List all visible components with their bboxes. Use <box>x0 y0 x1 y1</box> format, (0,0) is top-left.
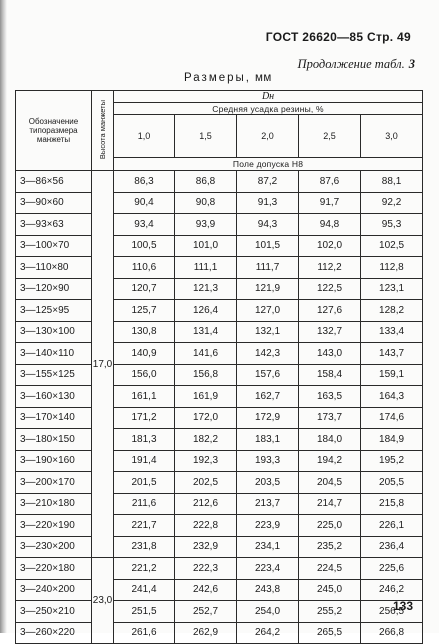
dn-value-cell: 130,8 <box>114 321 175 343</box>
table-row <box>16 515 423 537</box>
dn-value-cell: 162,7 <box>237 386 299 408</box>
dn-value-cell: 262,9 <box>175 622 237 644</box>
type-designation-cell: 3—250×210 <box>16 601 92 623</box>
dn-value-cell: 133,4 <box>361 321 423 343</box>
dn-value-cell: 172,0 <box>175 407 237 429</box>
table-row <box>16 278 423 300</box>
table-caption <box>184 72 272 84</box>
dn-value-cell: 266,8 <box>361 622 423 644</box>
table-row <box>16 214 423 236</box>
dn-value-cell: 127,6 <box>299 300 361 322</box>
dn-value-cell: 232,9 <box>175 536 237 558</box>
dn-value-cell: 234,1 <box>237 536 299 558</box>
type-designation-cell: 3—170×140 <box>16 407 92 429</box>
dn-value-cell: 93,4 <box>114 214 175 236</box>
table-row <box>16 300 423 322</box>
type-designation-cell: 3—180×150 <box>16 429 92 451</box>
dn-value-cell: 223,4 <box>237 558 299 580</box>
dn-value-cell: 192,3 <box>175 450 237 472</box>
type-designation-cell: 3—210×180 <box>16 493 92 515</box>
dn-value-cell: 157,6 <box>237 364 299 386</box>
dn-value-cell: 131,4 <box>175 321 237 343</box>
table-row <box>16 171 423 193</box>
dn-value-cell: 164,3 <box>361 386 423 408</box>
shrinkage-col-header: 3,0 <box>361 115 423 158</box>
dn-value-cell: 183,1 <box>237 429 299 451</box>
caption-unit: мм <box>255 72 272 84</box>
table-row <box>16 450 423 472</box>
dn-value-cell: 101,5 <box>237 235 299 257</box>
dn-value-cell: 204,5 <box>299 472 361 494</box>
dn-value-cell: 213,7 <box>237 493 299 515</box>
dn-value-cell: 112,8 <box>361 257 423 279</box>
dn-value-cell: 86,8 <box>175 171 237 193</box>
type-designation-cell: 3—230×200 <box>16 536 92 558</box>
scan-edge-shadow <box>0 0 7 633</box>
dn-value-cell: 265,5 <box>299 622 361 644</box>
dn-value-cell: 120,7 <box>114 278 175 300</box>
table-row <box>16 472 423 494</box>
dn-value-cell: 111,7 <box>237 257 299 279</box>
dn-value-cell: 93,9 <box>175 214 237 236</box>
dn-value-cell: 255,2 <box>299 601 361 623</box>
dn-value-cell: 100,5 <box>114 235 175 257</box>
dn-value-cell: 121,9 <box>237 278 299 300</box>
type-designation-cell: 3—130×100 <box>16 321 92 343</box>
dn-value-cell: 223,9 <box>237 515 299 537</box>
continuation-table-number: 3 <box>408 57 415 71</box>
dn-value-cell: 193,3 <box>237 450 299 472</box>
type-designation-cell: 3—90×60 <box>16 192 92 214</box>
continuation-label: Продолжение табл. <box>297 57 405 71</box>
type-column-header: Обозначение типоразмера манжеты <box>16 91 92 171</box>
table-row <box>16 321 423 343</box>
dn-value-cell: 226,1 <box>361 515 423 537</box>
dn-value-cell: 94,3 <box>237 214 299 236</box>
dn-header: Dн <box>114 91 423 103</box>
dn-value-cell: 171,2 <box>114 407 175 429</box>
table-row <box>16 257 423 279</box>
dn-value-cell: 245,0 <box>299 579 361 601</box>
shrinkage-col-header: 2,0 <box>237 115 299 158</box>
dn-value-cell: 110,6 <box>114 257 175 279</box>
dn-value-cell: 87,6 <box>299 171 361 193</box>
table-row <box>16 429 423 451</box>
dn-value-cell: 143,7 <box>361 343 423 365</box>
dn-value-cell: 125,7 <box>114 300 175 322</box>
dn-value-cell: 111,1 <box>175 257 237 279</box>
dn-value-cell: 92,2 <box>361 192 423 214</box>
dn-value-cell: 195,2 <box>361 450 423 472</box>
dn-value-cell: 101,0 <box>175 235 237 257</box>
dn-value-cell: 215,8 <box>361 493 423 515</box>
dn-value-cell: 235,2 <box>299 536 361 558</box>
dn-value-cell: 221,2 <box>114 558 175 580</box>
type-designation-cell: 3—100×70 <box>16 235 92 257</box>
table-row <box>16 579 423 601</box>
dn-value-cell: 159,1 <box>361 364 423 386</box>
type-designation-cell: 3—200×170 <box>16 472 92 494</box>
dn-value-cell: 158,4 <box>299 364 361 386</box>
table-row <box>16 407 423 429</box>
dn-value-cell: 163,5 <box>299 386 361 408</box>
dn-value-cell: 127,0 <box>237 300 299 322</box>
type-designation-cell: 3—260×220 <box>16 622 92 644</box>
dn-value-cell: 121,3 <box>175 278 237 300</box>
type-designation-cell: 3—120×90 <box>16 278 92 300</box>
dn-value-cell: 201,5 <box>114 472 175 494</box>
table-row <box>16 601 423 623</box>
page-header: ГОСТ 26620—85 Стр. 49 <box>265 30 411 44</box>
dn-value-cell: 156,8 <box>175 364 237 386</box>
dn-value-cell: 252,7 <box>175 601 237 623</box>
dn-value-cell: 142,3 <box>237 343 299 365</box>
dn-value-cell: 87,2 <box>237 171 299 193</box>
type-designation-cell: 3—190×160 <box>16 450 92 472</box>
dimensions-table <box>15 90 423 644</box>
dn-value-cell: 251,5 <box>114 601 175 623</box>
dn-value-cell: 202,5 <box>175 472 237 494</box>
dn-value-cell: 254,0 <box>237 601 299 623</box>
type-designation-cell: 3—125×95 <box>16 300 92 322</box>
dn-value-cell: 182,2 <box>175 429 237 451</box>
dn-value-cell: 221,7 <box>114 515 175 537</box>
dn-value-cell: 91,3 <box>237 192 299 214</box>
dn-value-cell: 241,4 <box>114 579 175 601</box>
dn-value-cell: 214,7 <box>299 493 361 515</box>
table-row <box>16 235 423 257</box>
dn-value-cell: 225,6 <box>361 558 423 580</box>
type-designation-cell: 3—155×125 <box>16 364 92 386</box>
table-row <box>16 493 423 515</box>
type-designation-cell: 3—110×80 <box>16 257 92 279</box>
dn-value-cell: 140,9 <box>114 343 175 365</box>
dn-value-cell: 112,2 <box>299 257 361 279</box>
dn-value-cell: 211,6 <box>114 493 175 515</box>
table-row <box>16 536 423 558</box>
table-row <box>16 364 423 386</box>
type-designation-cell: 3—86×56 <box>16 171 92 193</box>
dn-value-cell: 122,5 <box>299 278 361 300</box>
dn-value-cell: 90,4 <box>114 192 175 214</box>
dn-value-cell: 246,2 <box>361 579 423 601</box>
type-designation-cell: 3—220×190 <box>16 515 92 537</box>
dn-value-cell: 90,8 <box>175 192 237 214</box>
page-number: 133 <box>392 599 413 613</box>
dn-value-cell: 184,0 <box>299 429 361 451</box>
dn-value-cell: 88,1 <box>361 171 423 193</box>
dn-value-cell: 264,2 <box>237 622 299 644</box>
height-column-header <box>92 91 114 171</box>
shrinkage-col-header: 2,5 <box>299 115 361 158</box>
dn-value-cell: 191,4 <box>114 450 175 472</box>
height-value-cell: 23,0 <box>92 558 114 644</box>
dn-value-cell: 205,5 <box>361 472 423 494</box>
type-designation-cell: 3—160×130 <box>16 386 92 408</box>
dn-value-cell: 222,8 <box>175 515 237 537</box>
dn-value-cell: 256,5 <box>361 601 423 623</box>
dn-value-cell: 224,5 <box>299 558 361 580</box>
dn-value-cell: 91,7 <box>299 192 361 214</box>
dn-value-cell: 132,1 <box>237 321 299 343</box>
dn-value-cell: 126,4 <box>175 300 237 322</box>
dn-value-cell: 184,9 <box>361 429 423 451</box>
dn-value-cell: 172,9 <box>237 407 299 429</box>
dn-value-cell: 161,9 <box>175 386 237 408</box>
dn-value-cell: 243,8 <box>237 579 299 601</box>
type-designation-cell: 3—93×63 <box>16 214 92 236</box>
dn-value-cell: 86,3 <box>114 171 175 193</box>
type-designation-cell: 3—240×200 <box>16 579 92 601</box>
caption-title: Размеры, <box>184 72 251 84</box>
dn-value-cell: 161,1 <box>114 386 175 408</box>
type-designation-cell: 3—140×110 <box>16 343 92 365</box>
dn-value-cell: 174,6 <box>361 407 423 429</box>
dn-value-cell: 173,7 <box>299 407 361 429</box>
table-row <box>16 386 423 408</box>
shrinkage-col-header: 1,0 <box>114 115 175 158</box>
table-row <box>16 343 423 365</box>
shrinkage-header: Средняя усадка резины, % <box>114 103 423 115</box>
dn-value-cell: 141,6 <box>175 343 237 365</box>
dn-value-cell: 203,5 <box>237 472 299 494</box>
dn-value-cell: 212,6 <box>175 493 237 515</box>
dn-value-cell: 261,6 <box>114 622 175 644</box>
dn-value-cell: 194,2 <box>299 450 361 472</box>
dn-value-cell: 225,0 <box>299 515 361 537</box>
dn-value-cell: 123,1 <box>361 278 423 300</box>
dn-value-cell: 181,3 <box>114 429 175 451</box>
dn-value-cell: 102,5 <box>361 235 423 257</box>
dn-value-cell: 94,8 <box>299 214 361 236</box>
dn-value-cell: 242,6 <box>175 579 237 601</box>
dn-value-cell: 236,4 <box>361 536 423 558</box>
table-row <box>16 192 423 214</box>
height-header-text: Высота манжеты <box>98 99 107 160</box>
dn-value-cell: 102,0 <box>299 235 361 257</box>
shrinkage-col-header: 1,5 <box>175 115 237 158</box>
table-row <box>16 558 423 580</box>
table-continuation-note <box>298 57 415 72</box>
dn-value-cell: 156,0 <box>114 364 175 386</box>
tolerance-header: Поле допуска Н8 <box>114 158 423 171</box>
height-value-cell: 17,0 <box>92 171 114 558</box>
type-designation-cell: 3—220×180 <box>16 558 92 580</box>
dn-value-cell: 95,3 <box>361 214 423 236</box>
dn-value-cell: 128,2 <box>361 300 423 322</box>
dn-value-cell: 222,3 <box>175 558 237 580</box>
dn-value-cell: 132,7 <box>299 321 361 343</box>
dn-value-cell: 231,8 <box>114 536 175 558</box>
dn-value-cell: 143,0 <box>299 343 361 365</box>
